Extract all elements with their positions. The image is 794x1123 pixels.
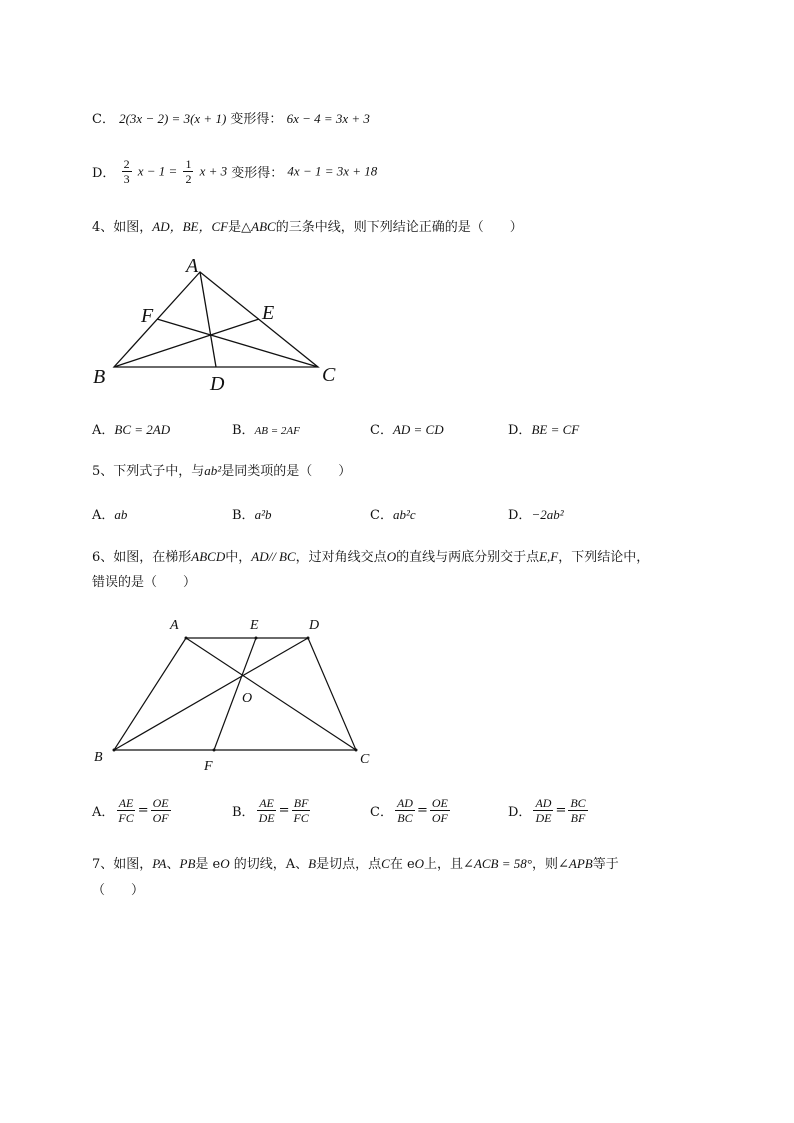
q3-option-c-result: 6x − 4 = 3x + 3: [286, 111, 370, 126]
q4-option-b[interactable]: B．AB = 2AF: [232, 423, 300, 438]
label-b: B: [94, 750, 103, 765]
label-f: F: [141, 305, 154, 327]
q6-option-b[interactable]: B． $\frac{AE}{DE}$ = $\frac{BF}{FC}$: [232, 796, 309, 825]
q7-stem: 7、如图，PA、PB是 eO 的切线，A、B是切点，点C在 eO上，且∠ACB = 58°，则∠APB等于: [92, 856, 619, 872]
point-f: [213, 749, 216, 752]
label-a: A: [170, 618, 179, 633]
point-a: [185, 637, 188, 640]
q4-option-c[interactable]: C．AD = CD: [370, 422, 444, 438]
label-d: D: [309, 618, 320, 633]
median-ad: [200, 272, 216, 367]
q3-option-d-frac2: $\frac{1}{2}$: [185, 157, 192, 186]
q3-option-d: D． $\frac{2}{3}$ x − 1 = $\frac{1}{2}$ x + 3 变形得： 4x − 1 = 3x + 18: [92, 157, 378, 186]
point-e: [255, 637, 258, 640]
q6-stem-line2: 错误的是（ ）: [92, 575, 197, 590]
q4-option-d[interactable]: D．BE = CF: [508, 422, 580, 438]
q6-option-a[interactable]: A． $\frac{AE}{FC}$ = $\frac{OE}{OF}$: [92, 796, 169, 825]
q6-option-c[interactable]: C． $\frac{AD}{BC}$ = $\frac{OE}{OF}$: [370, 796, 448, 825]
q6-trapezoid-figure: [88, 612, 388, 777]
q5-option-d[interactable]: D．−2ab²: [508, 507, 564, 523]
label-a: A: [186, 255, 199, 277]
q4-stem: 4、如图，AD，BE，CF是△ABC的三条中线，则下列结论正确的是（ ）: [92, 219, 523, 235]
label-e: E: [250, 618, 259, 633]
q5-option-b[interactable]: B．a²b: [232, 507, 272, 523]
label-c: C: [360, 752, 370, 767]
q3-option-d-frac1: $\frac{2}{3}$: [123, 157, 130, 186]
label-e: E: [262, 302, 275, 324]
q5-stem: 5、下列式子中，与ab²是同类项的是（ ）: [92, 463, 352, 479]
q4-option-a[interactable]: A．BC = 2AD: [92, 422, 171, 438]
q6-option-d[interactable]: D． $\frac{AD}{DE}$ = $\frac{BC}{BF}$: [508, 796, 586, 825]
label-c: C: [322, 364, 336, 386]
q5-option-a[interactable]: A．ab: [92, 507, 128, 523]
label-d: D: [210, 373, 225, 395]
q5-option-c[interactable]: C．ab²c: [370, 507, 416, 523]
label-b: B: [93, 366, 106, 388]
point-b: [113, 749, 116, 752]
q3-option-c-expr: 2(3x − 2) = 3(x + 1): [119, 111, 227, 126]
q4-triangle-figure: [88, 252, 348, 400]
point-d: [307, 637, 310, 640]
q6-stem: 6、如图，在梯形ABCD中，AD// BC，过对角线交点O的直线与两底分别交于点E,F，下列结论中，: [92, 549, 650, 565]
point-c: [355, 749, 358, 752]
q3-option-c: C． 2(3x − 2) = 3(x + 1) 变形得： 6x − 4 = 3x + 3: [92, 111, 370, 127]
q7-stem-line2: （ ）: [92, 883, 145, 898]
label-f: F: [204, 759, 213, 774]
label-o: O: [242, 691, 253, 706]
